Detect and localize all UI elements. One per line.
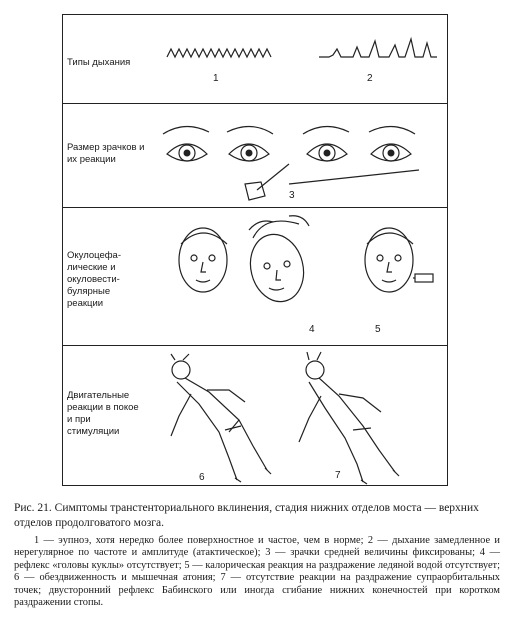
label-2: 2 xyxy=(367,73,373,84)
label-4: 4 xyxy=(309,324,315,335)
label-1: 1 xyxy=(213,73,219,84)
label-3: 3 xyxy=(289,190,295,201)
figure-caption-title: Рис. 21. Симптомы транстенториального вклинения, стадия нижних отделов моста — верхних отделов продолговатого мозга. xyxy=(14,502,479,529)
label-5: 5 xyxy=(375,324,381,335)
eyes-icon xyxy=(149,104,439,204)
pupils-art xyxy=(149,104,447,207)
eupnea-waveform xyxy=(167,43,277,63)
row-label-pupils: Размер зрачков и их реакции xyxy=(67,142,145,165)
figure-table xyxy=(62,14,448,486)
row-label-oculocephalic: Окулоцефа-лические и окуловести-булярные реакции xyxy=(67,250,122,309)
row-motor xyxy=(63,345,447,487)
heads-icon xyxy=(149,208,439,338)
label-7: 7 xyxy=(335,470,341,481)
ataxic-waveform xyxy=(319,33,439,61)
row-label-breathing: Типы дыхания xyxy=(67,57,131,68)
row-oculocephalic xyxy=(63,207,447,345)
breathing-art xyxy=(149,15,447,103)
oculocephalic-art xyxy=(149,208,447,345)
caption-text: 1 — эупноэ, хотя нередко более поверхностное и частое, чем в норме; 2 — дыхание замедленное и нерегулярное по частоте и амплитуде (атактическое); 3 — зрачки средней величины фиксированы; 4 — рефлекс «головы куклы» отсутствует; 5 — калорическая реакция на раздражение ледяной водой отсутствует; 6 — обездвиженность и мышечная атония; 7 — отсутствие реакции на раздражение супраорбитальных точек; двусторонний рефлекс Бабинского или иногда сгибание нижних конечностей при коротком раздражении стопы. xyxy=(14,535,500,609)
row-breathing xyxy=(63,15,447,103)
patients-icon xyxy=(149,346,439,486)
figure-caption-body xyxy=(14,535,500,609)
row-label-motor: Двигательные реакции в покое и при стимуляции xyxy=(67,390,139,437)
motor-art xyxy=(149,346,447,487)
label-6: 6 xyxy=(199,472,205,483)
row-pupils xyxy=(63,103,447,207)
